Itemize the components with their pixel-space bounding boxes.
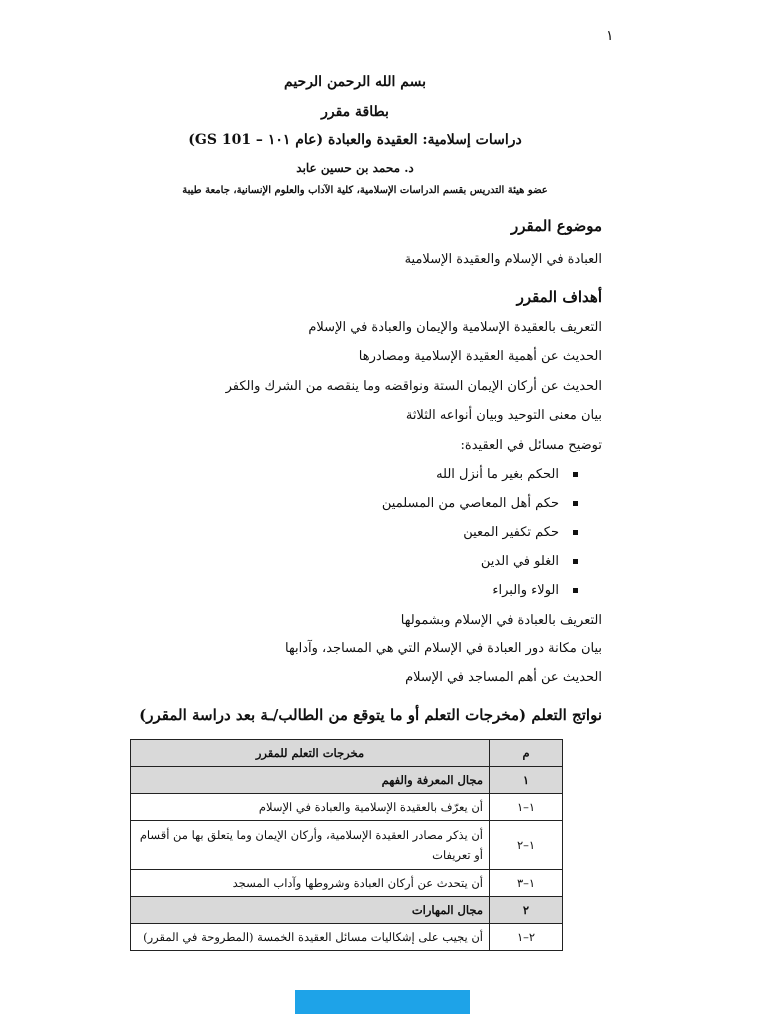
page-number: ١ — [606, 28, 614, 44]
table-row — [131, 821, 563, 870]
objective-item: بيان مكانة دور العبادة في الإسلام التي هي المساجد، وآدابها — [285, 641, 602, 656]
outcome-number: ١–١ — [490, 794, 563, 821]
outcome-text: أن يذكر مصادر العقيدة الإسلامية، وأركان الإيمان وما يتعلق بها من أقسام أو تعريفات — [131, 821, 490, 870]
outcomes-heading: نواتج التعلم (مخرجات التعلم أو ما يتوقع من الطالب/ـة بعد دراسة المقرر) — [139, 706, 602, 724]
column-header-outcome: مخرجات التعلم للمقرر — [131, 740, 490, 767]
objective-item: الحديث عن أهمية العقيدة الإسلامية ومصادرها — [358, 349, 602, 364]
outcome-domain: مجال المعرفة والفهم — [131, 767, 490, 794]
objective-item: التعريف بالعبادة في الإسلام وبشمولها — [400, 613, 602, 628]
outcomes-table — [130, 739, 563, 951]
objective-item: الحديث عن أركان الإيمان الستة ونواقضه وما ينقصه من الشرك والكفر — [225, 379, 602, 394]
outcome-number: ١–٢ — [490, 821, 563, 870]
outcome-number: ٢–١ — [490, 924, 563, 951]
outcome-number: ١–٣ — [490, 870, 563, 897]
outcome-number: ٢ — [490, 897, 563, 924]
table-header-row — [131, 740, 563, 767]
table-row — [131, 794, 563, 821]
basmala: بسم الله الرحمن الرحيم — [284, 74, 426, 90]
objective-bullet: الحكم بغير ما أنزل الله — [436, 467, 578, 482]
objective-item: بيان معنى التوحيد وبيان أنواعه الثلاثة — [405, 408, 602, 423]
table-row — [131, 897, 563, 924]
subject-text: العبادة في الإسلام والعقيدة الإسلامية — [404, 252, 602, 267]
instructor-affiliation: عضو هيئة التدريس بقسم الدراسات الإسلامية، كلية الآداب والعلوم الإنسانية، جامعة طيبة — [182, 185, 548, 196]
outcome-text: أن يجيب على إشكاليات مسائل العقيدة الخمسة (المطروحة في المقرر) — [131, 924, 490, 951]
course-title: دراسات إسلامية: العقيدة والعبادة (عام ١٠١ – GS 101) — [188, 132, 522, 148]
card-title: بطاقة مقرر — [321, 104, 389, 120]
table-row — [131, 767, 563, 794]
outcome-text: أن يتحدث عن أركان العبادة وشروطها وآداب المسجد — [131, 870, 490, 897]
outcome-domain: مجال المهارات — [131, 897, 490, 924]
objective-bullet: الغلو في الدين — [481, 554, 578, 569]
outcome-number: ١ — [490, 767, 563, 794]
subject-heading: موضوع المقرر — [511, 217, 602, 235]
table-row — [131, 870, 563, 897]
objective-item: الحديث عن أهم المساجد في الإسلام — [405, 670, 602, 685]
objectives-heading: أهداف المقرر — [516, 288, 602, 306]
instructor-name: د. محمد بن حسين عابد — [296, 161, 414, 175]
column-header-number: م — [490, 740, 563, 767]
outcome-text: أن يعرّف بالعقيدة الإسلامية والعبادة في الإسلام — [131, 794, 490, 821]
objective-item: توضيح مسائل في العقيدة: — [460, 438, 602, 453]
action-button[interactable] — [295, 990, 470, 1014]
objective-bullet: الولاء والبراء — [492, 583, 578, 598]
table-row — [131, 924, 563, 951]
objective-item: التعريف بالعقيدة الإسلامية والإيمان والعبادة في الإسلام — [308, 320, 602, 335]
objective-bullet: حكم تكفير المعين — [463, 525, 578, 540]
objective-bullet: حكم أهل المعاصي من المسلمين — [382, 496, 578, 511]
